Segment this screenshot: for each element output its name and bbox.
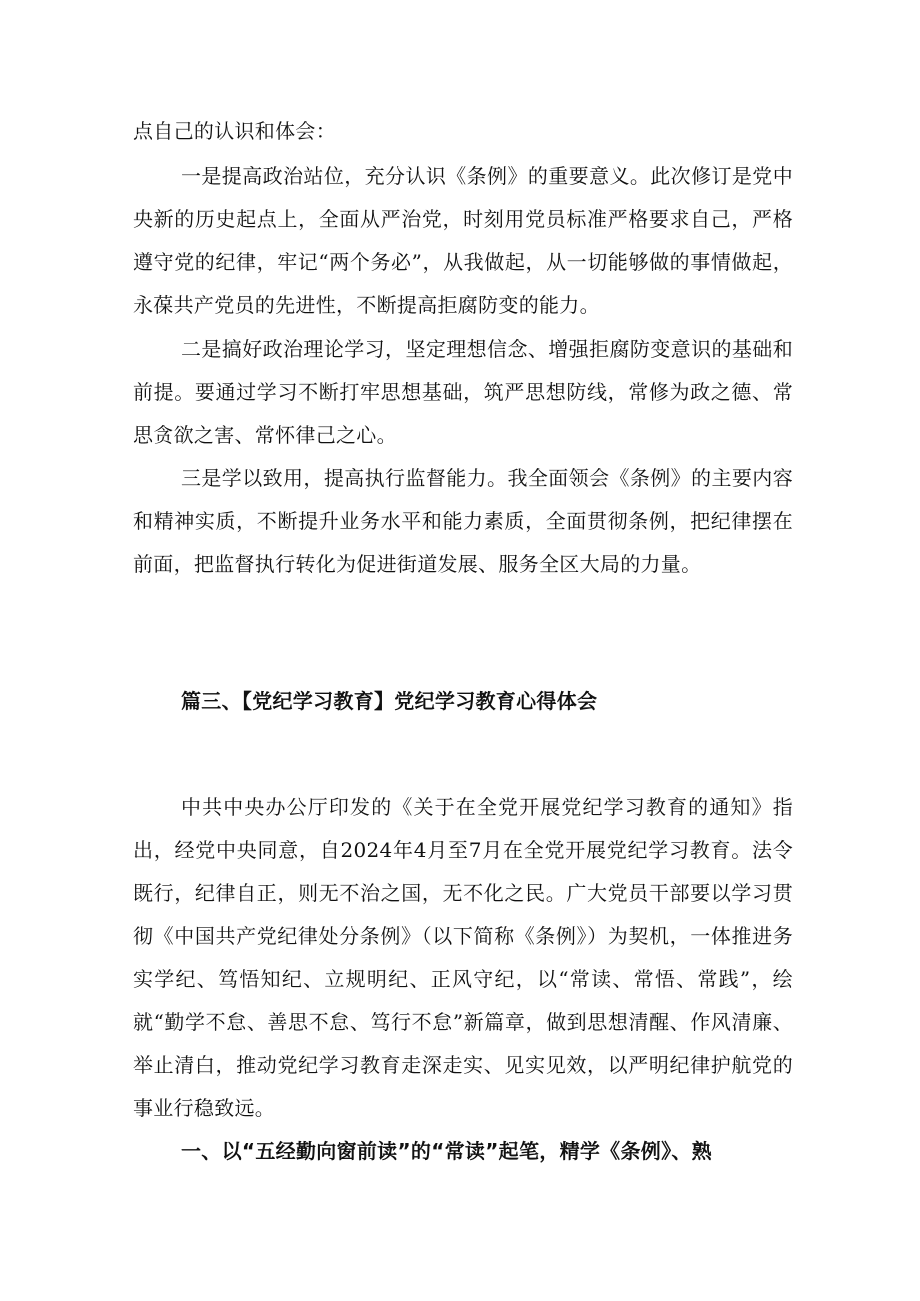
paragraph-point-one: 一是提高政治站位，充分认识《条例》的重要意义。此次修订是党中央新的历史起点上，全面从严治党，时刻用党员标准严格要求自己，严格遵守党的纪律，牢记“两个务必”，从我做起，从一切能够做的事情做起，永葆共产党员的先进性，不断提高拒腐防变的能力。	[133, 164, 793, 317]
subsection-heading: 一、以“五经勤向窗前读”的“常读”起笔，精学《条例》、熟	[181, 1139, 712, 1163]
paragraph-point-two: 二是搞好政治理论学习，坚定理想信念、增强拒腐防变意识的基础和前提。要通过学习不断打牢思想基础，筑严思想防线，常修为政之德、常思贪欲之害、常怀律己之心。	[133, 337, 793, 447]
paragraph-intro-tail: 点自己的认识和体会：	[133, 119, 336, 143]
paragraph-section-intro: 中共中央办公厅印发的《关于在全党开展党纪学习教育的通知》指出，经党中央同意，自2024年4月至7月在全党开展党纪学习教育。法令既行，纪律自正，则无不治之国，无不化之民。广大党员干部要以学习贯彻《中国共产党纪律处分条例》（以下简称《条例》）为契机，一体推进务实学纪、笃悟知纪、立规明纪、正风守纪，以“常读、常悟、常践”，绘就“勤学不怠、善思不怠、笃行不怠”新篇章，做到思想清醒、作风清廉、举止清白，推动党纪学习教育走深走实、见实见效，以严明纪律护航党的事业行稳致远。	[133, 795, 793, 1120]
paragraph-point-three: 三是学以致用，提高执行监督能力。我全面领会《条例》的主要内容和精神实质，不断提升业务水平和能力素质，全面贯彻条例，把纪律摆在前面，把监督执行转化为促进街道发展、服务全区大局的力量。	[133, 466, 793, 576]
section-heading: 篇三、【党纪学习教育】党纪学习教育心得体会	[181, 689, 598, 713]
